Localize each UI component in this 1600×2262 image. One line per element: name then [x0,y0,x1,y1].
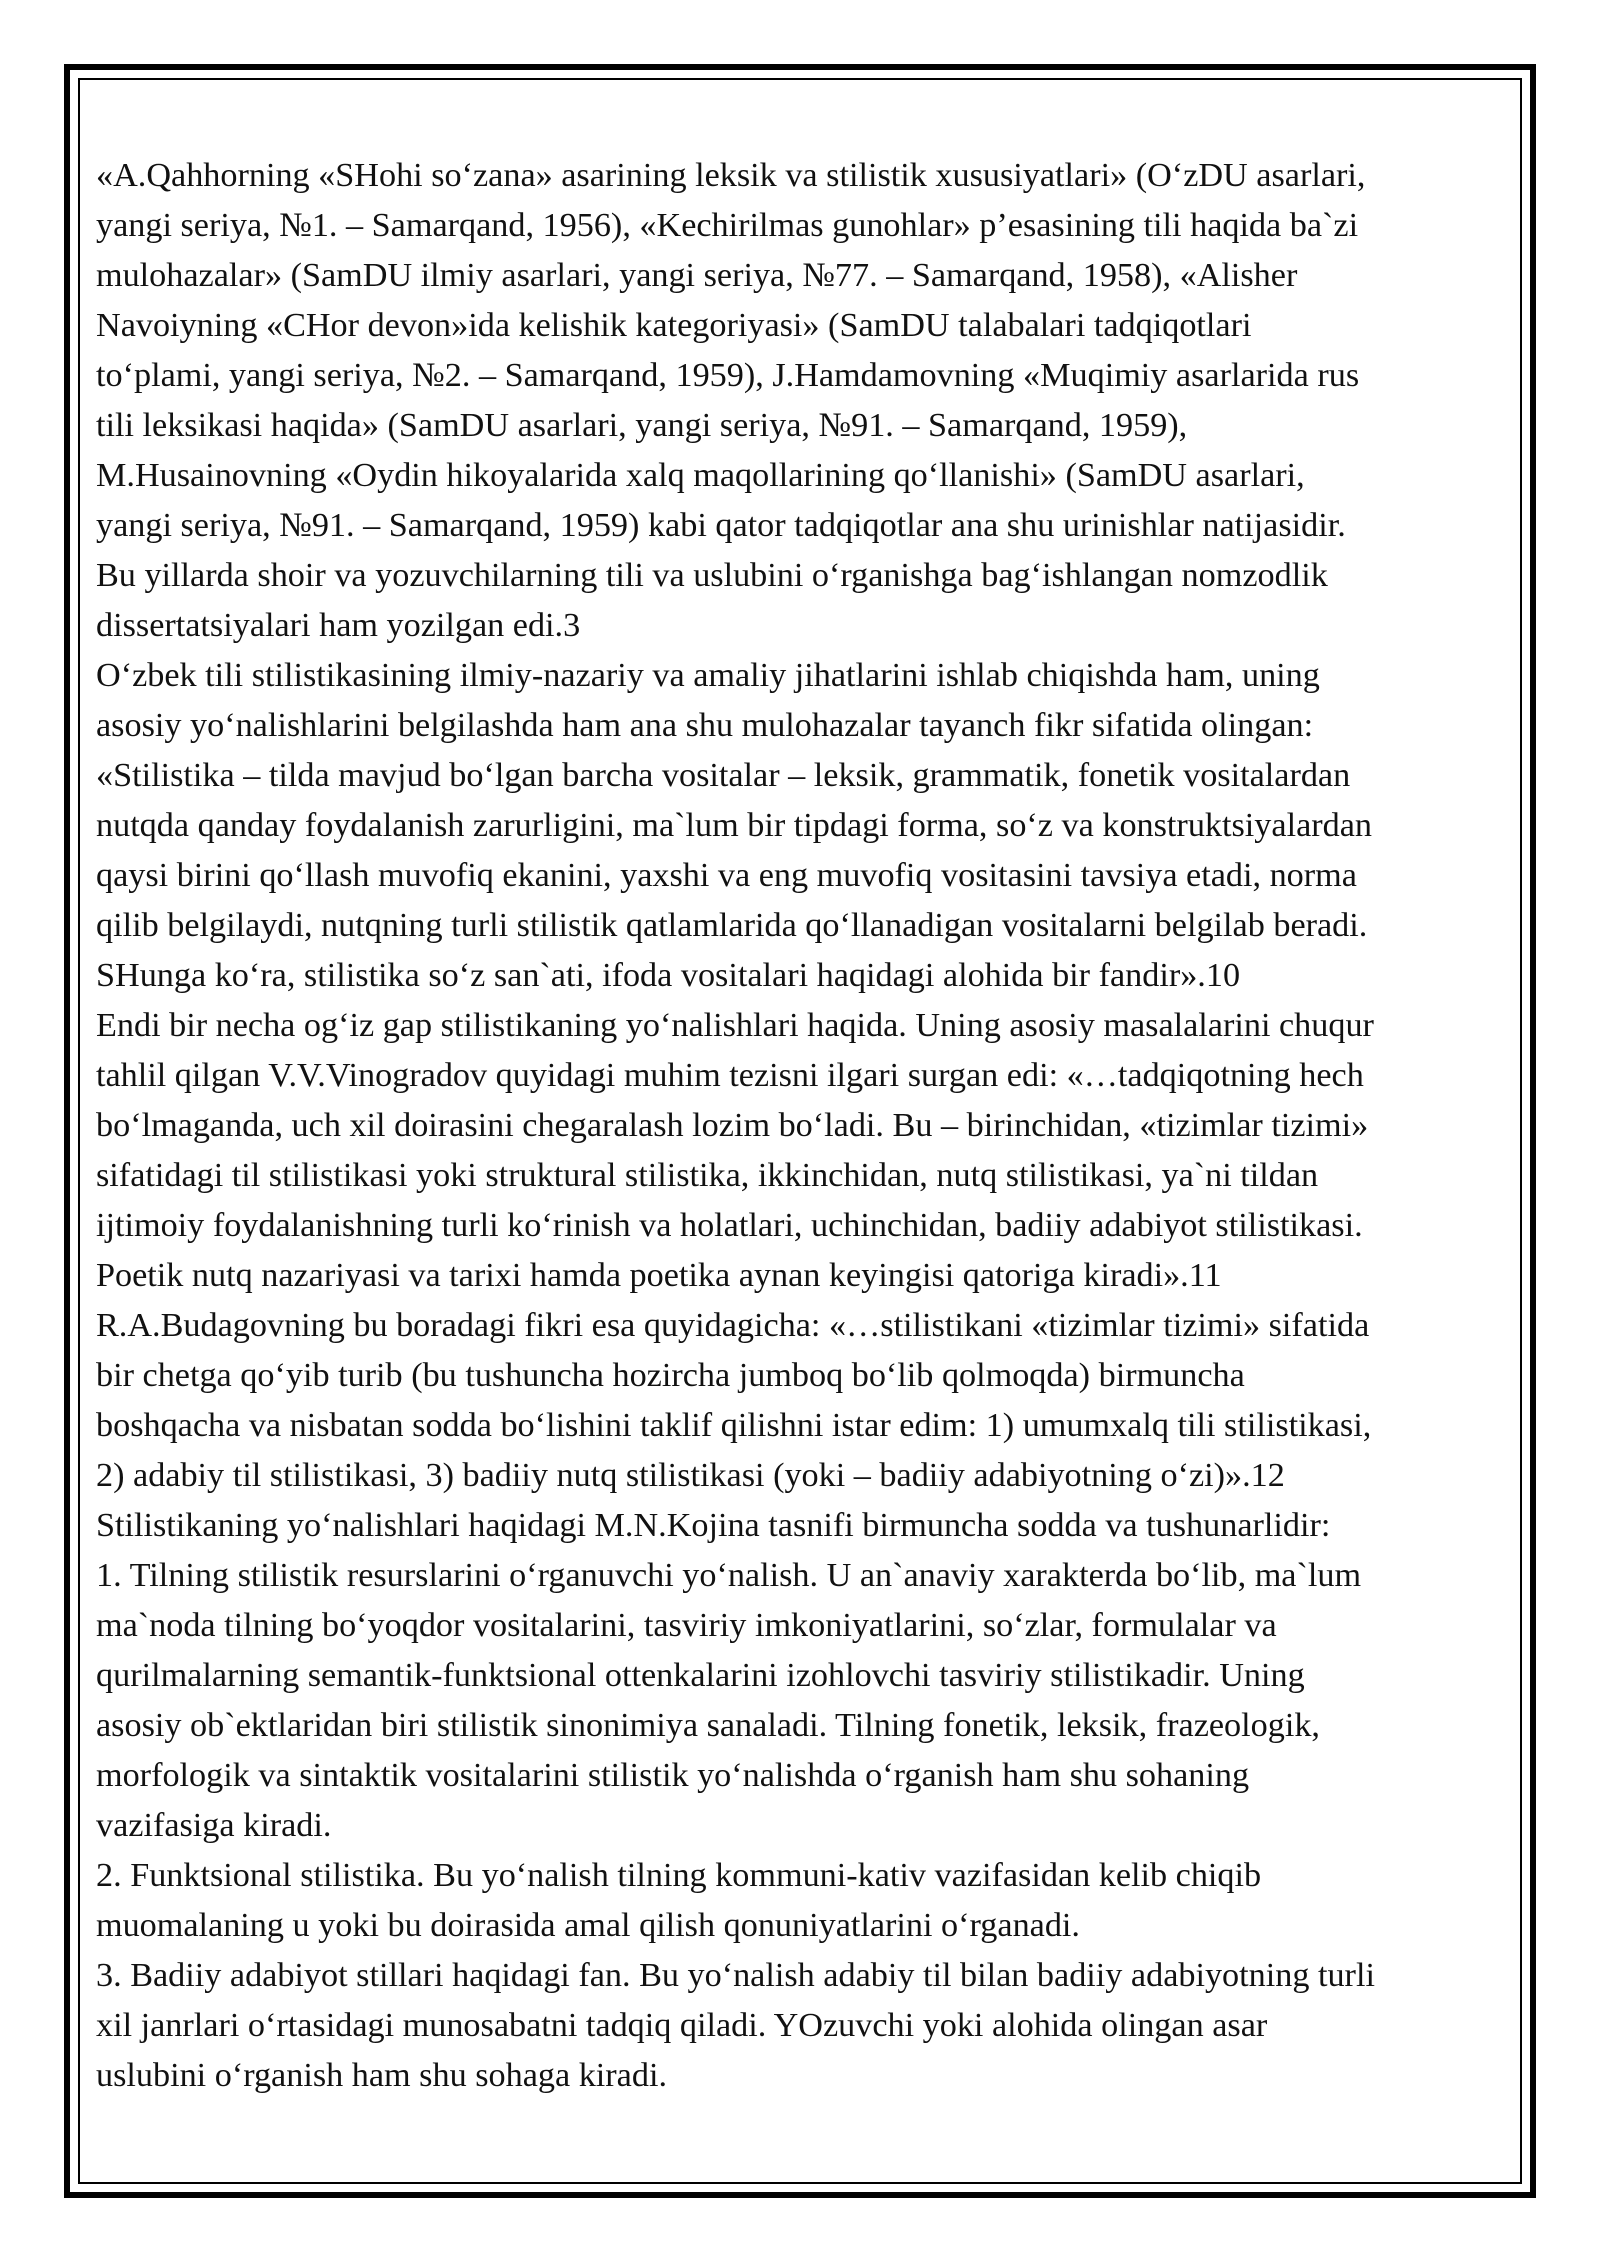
text-line: nutqda qanday foydalanish zarurligini, ma`lum bir tipdagi forma, so‘z va konstruktsiyalardan [96,807,1372,844]
text-line: bir chetga qo‘yib turib (bu tushuncha hozircha jumboq bo‘lib qolmoqda) birmuncha [96,1357,1245,1394]
text-line: yangi seriya, №1. – Samarqand, 1956), «Kechirilmas gunohlar» p’esasining tili haqida ba`zi [96,207,1359,244]
text-line: dissertatsiyalari ham yozilgan edi.3 [96,607,581,644]
text-line: Endi bir necha og‘iz gap stilistikaning yo‘nalishlari haqida. Uning asosiy masalalarini chuqur [96,1007,1374,1044]
text-line: qaysi birini qo‘llash muvofiq ekanini, yaxshi va eng muvofiq vositasini tavsiya etadi, norma [96,857,1357,894]
text-line: xil janrlari o‘rtasidagi munosabatni tadqiq qiladi. YOzuvchi yoki alohida olingan asar [96,2007,1268,2044]
document-body [96,151,1516,2101]
text-line: «Stilistika – tilda mavjud bo‘lgan barcha vositalar – leksik, grammatik, fonetik vositalardan [96,757,1351,794]
text-line: mulohazalar» (SamDU ilmiy asarlari, yangi seriya, №77. – Samarqand, 1958), «Alisher [96,257,1298,294]
text-line: O‘zbek tili stilistikasining ilmiy-nazariy va amaliy jihatlarini ishlab chiqishda ham, uning [96,657,1320,694]
text-line: ijtimoiy foydalanishning turli ko‘rinish va holatlari, uchinchidan, badiiy adabiyot stilistikasi. [96,1207,1363,1244]
text-line: Bu yillarda shoir va yozuvchilarning tili va uslubini o‘rganishga bag‘ishlangan nomzodlik [96,557,1328,594]
text-line: uslubini o‘rganish ham shu sohaga kiradi. [96,2057,667,2094]
text-line: Stilistikaning yo‘nalishlari haqidagi M.N.Kojina tasnifi birmuncha sodda va tushunarlidir: [96,1507,1331,1544]
text-line: 2) adabiy til stilistikasi, 3) badiiy nutq stilistikasi (yoki – badiiy adabiyotning o‘zi)».12 [96,1457,1285,1494]
text-line: Navoiyning «CHor devon»ida kelishik kategoriyasi» (SamDU talabalari tadqiqotlari [96,307,1252,344]
text-line: muomalaning u yoki bu doirasida amal qilish qonuniyatlarini o‘rganadi. [96,1907,1080,1944]
text-line: morfologik va sintaktik vositalarini stilistik yo‘nalishda o‘rganish ham shu sohaning [96,1757,1250,1794]
text-line: SHunga ko‘ra, stilistika so‘z san`ati, ifoda vositalari haqidagi alohida bir fandir».10 [96,957,1241,994]
text-line: boshqacha va nisbatan sodda bo‘lishini taklif qilishni istar edim: 1) umumxalq tili stilistikasi, [96,1407,1372,1444]
text-line: R.A.Budagovning bu boradagi fikri esa quyidagicha: «…stilistikani «tizimlar tizimi» sifatida [96,1307,1370,1344]
text-line: 1. Tilning stilistik resurslarini o‘rganuvchi yo‘nalish. U an`anaviy xarakterda bo‘lib, ma`lum [96,1557,1362,1594]
text-line: sifatidagi til stilistikasi yoki struktural stilistika, ikkinchidan, nutq stilistikasi, ya`ni tildan [96,1157,1319,1194]
text-line: Poetik nutq nazariyasi va tarixi hamda poetika aynan keyingisi qatoriga kiradi».11 [96,1257,1222,1294]
text-line: qurilmalarning semantik-funktsional ottenkalarini izohlovchi tasviriy stilistikadir. Uning [96,1657,1305,1694]
text-line: tili leksikasi haqida» (SamDU asarlari, yangi seriya, №91. – Samarqand, 1959), [96,407,1188,444]
text-line: 2. Funktsional stilistika. Bu yo‘nalish tilning kommuni-kativ vazifasidan kelib chiqib [96,1857,1262,1894]
text-line: to‘plami, yangi seriya, №2. – Samarqand, 1959), J.Hamdamovning «Muqimiy asarlarida rus [96,357,1360,394]
text-line: yangi seriya, №91. – Samarqand, 1959) kabi qator tadqiqotlar ana shu urinishlar natijasidir. [96,507,1346,544]
text-line: tahlil qilgan V.V.Vinogradov quyidagi muhim tezisni ilgari surgan edi: «…tadqiqotning hech [96,1057,1364,1094]
text-line: bo‘lmaganda, uch xil doirasini chegaralash lozim bo‘ladi. Bu – birinchidan, «tizimlar tizimi» [96,1107,1369,1144]
text-line: qilib belgilaydi, nutqning turli stilistik qatlamlarida qo‘llanadigan vositalarni belgilab beradi. [96,907,1368,944]
text-line: asosiy yo‘nalishlarini belgilashda ham ana shu mulohazalar tayanch fikr sifatida olingan: [96,707,1314,744]
text-line: «A.Qahhorning «SHohi so‘zana» asarining leksik va stilistik xususiyatlari» (O‘zDU asarlari, [96,157,1366,194]
text-line: M.Husainovning «Oydin hikoyalarida xalq maqollarining qo‘llanishi» (SamDU asarlari, [96,457,1305,494]
text-line: asosiy ob`ektlaridan biri stilistik sinonimiya sanaladi. Tilning fonetik, leksik, frazeologik, [96,1707,1320,1744]
text-line: vazifasiga kiradi. [96,1807,332,1844]
text-line: ma`noda tilning bo‘yoqdor vositalarini, tasviriy imkoniyatlarini, so‘zlar, formulalar va [96,1607,1277,1644]
text-line: 3. Badiiy adabiyot stillari haqidagi fan. Bu yo‘nalish adabiy til bilan badiiy adabiyotning turli [96,1957,1375,1994]
